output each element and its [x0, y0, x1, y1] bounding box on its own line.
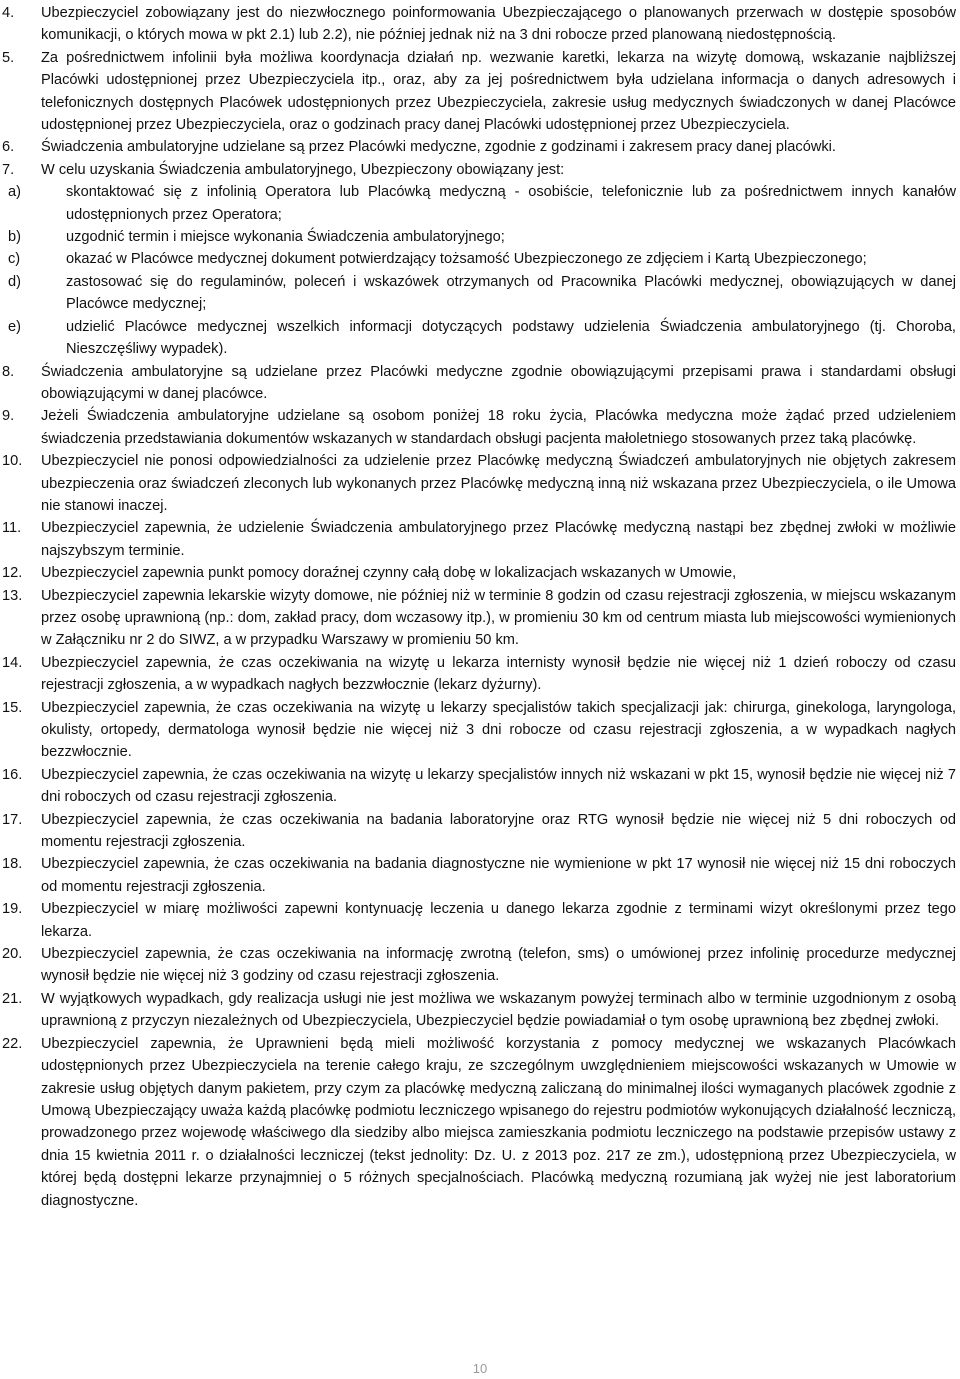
list-item — [0, 697, 960, 764]
list-item — [0, 2, 960, 47]
item-number: 11. — [2, 520, 22, 537]
sub-item-text: uzgodnić termin i miejsce wykonania Świadczenia ambulatoryjnego; — [66, 229, 505, 246]
list-item — [0, 47, 960, 137]
sub-item-text: skontaktować się z infolinią Operatora lub Placówką medyczną - osobiście, telefonicznie lub za pośrednictwem innych kanałów udostępnionych przez Operatora; — [66, 184, 956, 223]
list-item — [0, 405, 960, 450]
item-text: W celu uzyskania Świadczenia ambulatoryjnego, Ubezpieczony obowiązany jest: — [41, 161, 565, 178]
list-item — [0, 853, 960, 898]
list-item — [0, 361, 960, 406]
sub-item-letter: c) — [8, 251, 21, 268]
sub-item-letter: a) — [8, 184, 21, 201]
item-text: Ubezpieczyciel zapewnia, że Uprawnieni będą mieli możliwość korzystania z pomocy medycznej we wskazanych Placówkach udostępnionych przez Ubezpieczyciela na terenie całego kraju, ze szczególnym uwzględnieniem miejscowości wskazanych w Umowie w zakresie usług objętych danym pakietem, przy czym za placówkę medyczną zaliczaną do minimalnej ilości wymaganych placówek zgodnie z Umową Ubezpieczający uważa każdą placówkę podmiotu leczniczego wpisanego do rejestru podmiotów wykonujących działalność leczniczą, prowadzonego przez wojewodę właściwego dla siedziby albo miejsca zamieszkania podmiotu leczniczego na podstawie przepisów ustawy z dnia 15 kwietnia 2011 r. o działalności leczniczej (tekst jednolity: Dz. U. z 2013 poz. 217 ze zm.), udostępnioną przez Ubezpieczyciela, w której będą dostępni lekarze przynajmniej o 5 różnych specjalnościach. Placówką medyczną rozumianą jak wyżej nie jest laboratorium diagnostyczne. — [41, 1035, 957, 1209]
numbered-list — [0, 2, 960, 1212]
list-item — [0, 764, 960, 809]
item-number: 17. — [2, 811, 23, 828]
sub-item-letter: e) — [8, 318, 21, 335]
sub-list-item — [0, 316, 960, 361]
item-text: Ubezpieczyciel nie ponosi odpowiedzialności za udzielenie przez Placówkę medyczną Świadczeń ambulatoryjnych nie objętych zakresem ubezpieczenia oraz świadczeń zleconych lub wykonanych przez Placówkę medyczną inną niż wskazana przez Ubezpieczyciela, o ile Umowa nie stanowi inaczej. — [41, 453, 956, 514]
item-text: Ubezpieczyciel zapewnia, że czas oczekiwania na informację zwrotną (telefon, sms) o umówionej przez infolinię procedurze medycznej wynosił będzie nie więcej niż 3 godziny od czasu rejestracji zgłoszenia. — [41, 946, 956, 985]
sub-list-item — [0, 248, 960, 270]
item-text: Za pośrednictwem infolinii była możliwa koordynacja działań np. wezwanie karetki, lekarza na wizytę domową, wskazanie najbliższej Placówki udostępnionej przez Ubezpieczyciela itp., oraz, aby za jej pośrednictwem była udzielana informacja o danych adresowych i telefonicznych dostępnych Placówek udostępnionych przez Ubezpieczyciela, zakresie usług medycznych świadczonych w danej Placówce udostępnionej przez Ubezpieczyciela, oraz o godzinach pracy danej Placówki udostępnionej przez Ubezpieczyciela. — [41, 49, 956, 134]
list-item — [0, 943, 960, 988]
item-text: Świadczenia ambulatoryjne udzielane są przez Placówki medyczne, zgodnie z godzinami i zakresem pracy danej placówki. — [41, 139, 836, 156]
list-item — [0, 898, 960, 943]
item-text: Świadczenia ambulatoryjne są udzielane przez Placówki medyczne zgodnie obowiązującymi przepisami prawa i standardami obsługi obowiązującymi w danej placówce. — [41, 363, 956, 402]
item-text: Ubezpieczyciel zapewnia lekarskie wizyty domowe, nie później niż w terminie 8 godzin od czasu rejestracji zgłoszenia, w miejscu wskazanym przez osobę uprawnioną (np.: dom, zakład pracy, dom wczasowy itp.), w promieniu 30 km od centrum miasta lub miejscowości wymienionych w Załączniku nr 2 do SIWZ, a w przypadku Warszawy w promieniu 50 km. — [41, 587, 956, 649]
list-item — [0, 159, 960, 181]
item-number: 10. — [2, 453, 23, 470]
item-number: 18. — [2, 856, 23, 873]
item-text: Ubezpieczyciel zapewnia, że czas oczekiwania na wizytę u lekarzy specjalistów innych niż wskazani w pkt 15, wynosił będzie nie więcej niż 7 dni roboczych od czasu rejestracji zgłoszenia. — [41, 766, 956, 806]
item-text: Ubezpieczyciel zapewnia, że czas oczekiwania na badania diagnostyczne nie wymienione w pkt 17 wynosił nie więcej niż 15 dni roboczych od momentu rejestracji zgłoszenia. — [41, 856, 956, 895]
list-item — [0, 450, 960, 517]
item-number: 8. — [2, 363, 15, 380]
item-number: 16. — [2, 766, 23, 783]
item-number: 9. — [2, 408, 15, 425]
list-item — [0, 585, 960, 652]
page-number: 10 — [472, 1361, 488, 1376]
sub-list-item — [0, 226, 960, 248]
item-number: 12. — [2, 565, 23, 582]
item-number: 20. — [2, 946, 23, 963]
item-text: Ubezpieczyciel zapewnia, że udzielenie Świadczenia ambulatoryjnego przez Placówkę medyczną nastąpi bez zbędnej zwłoki w możliwie najszybszym terminie. — [41, 520, 956, 559]
sub-item-text: okazać w Placówce medycznej dokument potwierdzający tożsamość Ubezpieczonego ze zdjęciem i Kartą Ubezpieczonego; — [66, 251, 867, 268]
list-item — [0, 136, 960, 158]
sub-item-letter: b) — [8, 229, 21, 246]
item-number: 19. — [2, 901, 23, 918]
item-number: 13. — [2, 587, 23, 604]
item-text: Ubezpieczyciel zapewnia, że czas oczekiwania na wizytę u lekarzy specjalistów takich specjalizacji jak: chirurga, ginekologa, laryngologa, okulisty, ortopedy, dermatologa wynosił będzie nie więcej niż 3 dni robocze od czasu rejestracji zgłoszenia, a w wypadkach nagłych bezzwłocznie. — [41, 699, 956, 761]
list-item — [0, 652, 960, 697]
sub-item-text: zastosować się do regulaminów, poleceń i wskazówek otrzymanych od Pracownika Placówki medycznej, obowiązujących w danej Placówce medycznej; — [66, 273, 956, 313]
item-text: Ubezpieczyciel zobowiązany jest do niezwłocznego poinformowania Ubezpieczającego o planowanych przerwach w dostępie sposobów komunikacji, o których mowa w pkt 2.1) lub 2.2), nie później jednak niż na 3 dni robocze przed planowaną niedostępnością. — [41, 5, 956, 44]
list-item — [0, 562, 960, 584]
list-item — [0, 1033, 960, 1212]
item-text: Jeżeli Świadczenia ambulatoryjne udzielane są osobom poniżej 18 roku życia, Placówka medyczna może żądać przed udzieleniem świadczenia przedstawiania dokumentów wskazanych w standardach obsługi pacjenta małoletniego stosowanych przez taką placówkę. — [41, 408, 956, 447]
item-number: 21. — [2, 990, 23, 1007]
list-item — [0, 517, 960, 562]
item-number: 5. — [2, 49, 15, 66]
item-number: 4. — [2, 5, 15, 21]
item-text: W wyjątkowych wypadkach, gdy realizacja usługi nie jest możliwa we wskazanym powyżej terminach albo w terminie uzgodnionym z osobą uprawnioną z przyczyn niezależnych od Ubezpieczyciela, Ubezpieczyciel będzie powiadamiał o tym osobę uprawnioną bez zbędnej zwłoki. — [41, 990, 956, 1030]
item-number: 15. — [2, 699, 23, 716]
item-number: 22. — [2, 1035, 23, 1052]
list-item — [0, 988, 960, 1033]
list-item — [0, 809, 960, 854]
item-text: Ubezpieczyciel zapewnia, że czas oczekiwania na badania laboratoryjne oraz RTG wynosił będzie nie więcej niż 5 dni roboczych od momentu rejestracji zgłoszenia. — [41, 811, 956, 851]
item-text: Ubezpieczyciel w miarę możliwości zapewni kontynuację leczenia u danego lekarza zgodnie z terminami wizyt określonymi przez tego lekarza. — [41, 901, 956, 940]
item-text: Ubezpieczyciel zapewnia, że czas oczekiwania na wizytę u lekarza internisty wynosił będzie nie więcej niż 1 dzień roboczy od czasu rejestracji zgłoszenia, a w wypadkach nagłych bezzwłocznie (lekarz dyżurny). — [41, 654, 956, 694]
sub-item-letter: d) — [8, 273, 21, 290]
item-number: 7. — [2, 161, 15, 178]
sub-item-text: udzielić Placówce medycznej wszelkich informacji dotyczących podstawy udzielenia Świadczenia ambulatoryjnego (tj. Choroba, Nieszczęśliwy wypadek). — [66, 318, 956, 358]
item-number: 6. — [2, 139, 15, 156]
sub-list-item — [0, 271, 960, 316]
sub-list-item — [0, 181, 960, 226]
item-number: 14. — [2, 654, 23, 671]
item-text: Ubezpieczyciel zapewnia punkt pomocy doraźnej czynny całą dobę w lokalizacjach wskazanych w Umowie, — [41, 565, 737, 582]
